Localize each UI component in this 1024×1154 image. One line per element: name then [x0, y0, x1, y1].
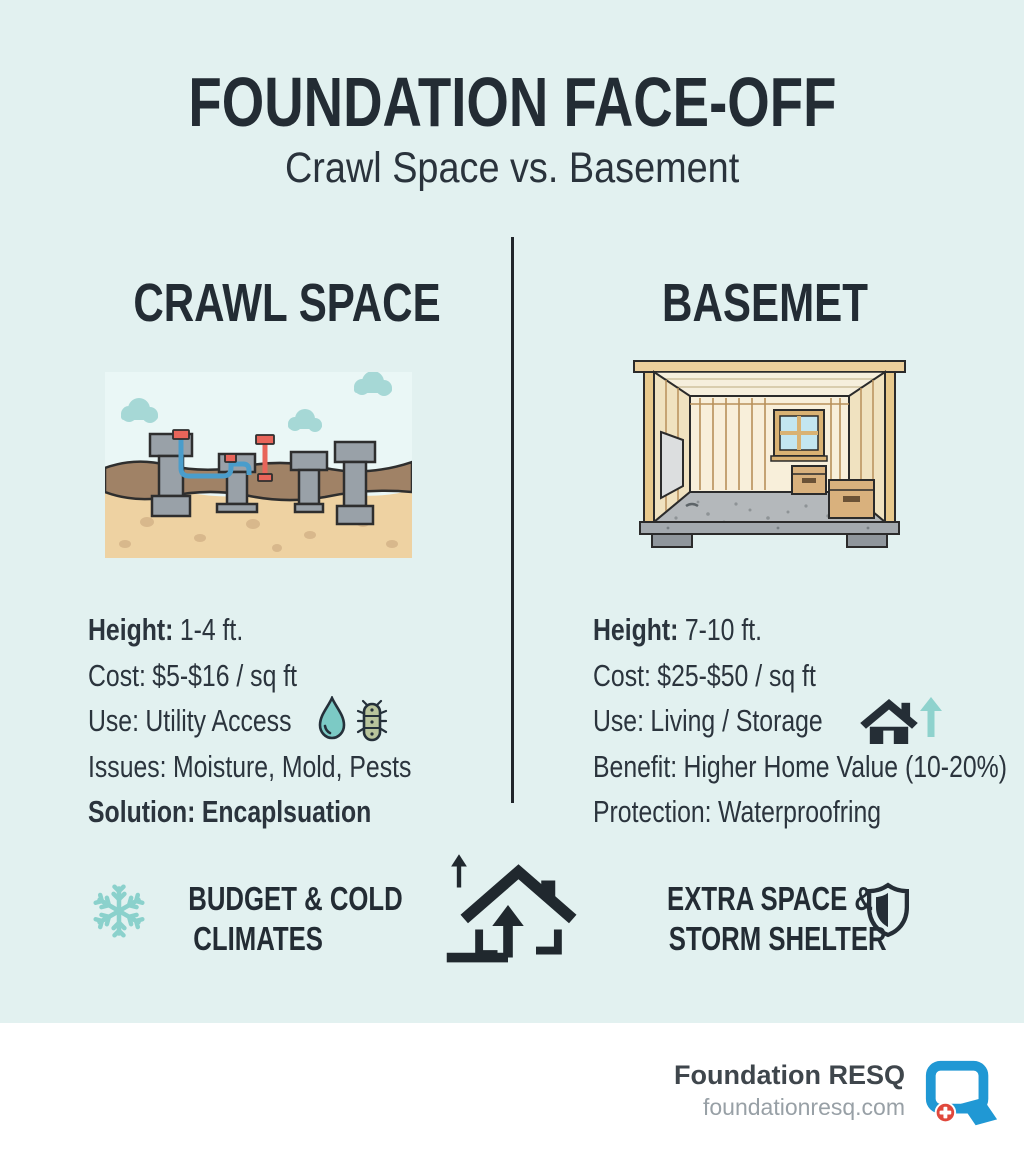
water-drop-icon [318, 696, 346, 741]
crawl-space-illustration [105, 372, 412, 558]
up-arrow-icon [920, 697, 942, 738]
brand-website: foundationresq.com [702, 1094, 905, 1120]
foundation-resq-logo [922, 1057, 1000, 1135]
title-text: FOUNDATION FACE-OFF [187, 63, 837, 141]
home-icon [858, 698, 920, 745]
basement-badge: EXTRA SPACE & STORM SHELTER [667, 880, 887, 957]
subtitle-text: Crawl Space vs. Basement [284, 144, 740, 192]
pest-bug-icon [356, 699, 388, 742]
crawlspace-details [88, 612, 518, 840]
basement-illustration [628, 356, 911, 548]
crawlspace-badge: BUDGET & COLD CLIMATES [188, 880, 403, 957]
page-title [0, 62, 1024, 142]
basement-details [593, 612, 1023, 840]
detail-row-use: Use: Utility Access [88, 703, 292, 738]
brand-block [560, 1060, 905, 1121]
detail-row-issues: Issues: Moisture, Mold, Pests [88, 748, 412, 784]
detail-row-cost: Cost: $25-$50 / sq ft [593, 657, 816, 693]
detail-row-solution: Solution: Encaplsuation [88, 794, 372, 829]
basement-window [771, 410, 827, 461]
detail-row-use: Use: Living / Storage [593, 703, 823, 738]
house-lift-arrows-icon [438, 843, 578, 967]
detail-row-cost: Cost: $5-$16 / sq ft [88, 657, 298, 693]
brand-name: Foundation RESQ [674, 1060, 905, 1090]
detail-row-protection: Protection: Waterproofring [593, 794, 882, 829]
basement-heading: BASEMET [662, 273, 868, 333]
detail-row-height: Height: 1-4 ft. [88, 612, 244, 647]
shield-icon [864, 877, 912, 943]
detail-row-benefit: Benefit: Higher Home Value (10-20%) [593, 748, 1007, 784]
crawlspace-heading: CRAWL SPACE [133, 273, 441, 333]
detail-row-height: Height: 7-10 ft. [593, 612, 763, 647]
page-subtitle [0, 144, 1024, 193]
snowflake-icon [92, 884, 146, 938]
